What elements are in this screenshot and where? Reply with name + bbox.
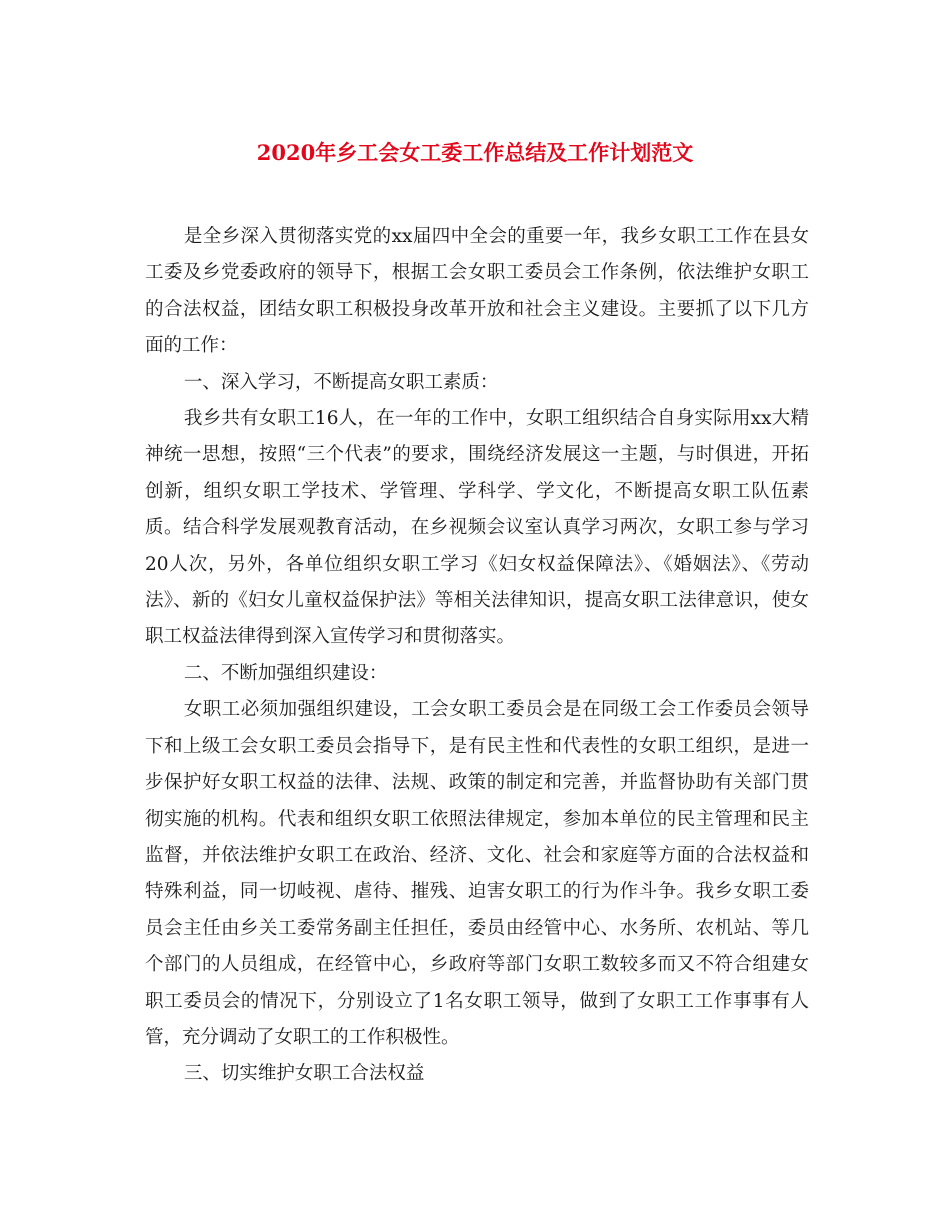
paragraph-intro: 是全乡深入贯彻落实党的xx届四中全会的重要一年，我乡女职工工作在县女工委及乡党委政府的领导下，根据工会女职工委员会工作条例，依法维护女职工的合法权益，团结女职工积极投身改革开放和社会主义建设。主要抓了以下几方面的工作：: [145, 226, 809, 357]
section-heading-1: 一、深入学习，不断提高女职工素质：: [183, 371, 499, 393]
document-title: 2020年乡工会女工委工作总结及工作计划范文: [256, 140, 694, 165]
paragraph-section-1: 我乡共有女职工16人，在一年的工作中，女职工组织结合自身实际用xx大精神统一思想，按照“三个代表”的要求，围绕经济发展这一主题，与时俱进，开拓创新，组织女职工学技术、学管理、学科学、学文化，不断提高女职工队伍素质。结合科学发展观教育活动，在乡视频会议室认真学习两次，女职工参与学习20人次，另外，各单位组织女职工学习《妇女权益保障法》、《婚姻法》、《劳动法》、新的《妇女儿童权益保护法》等相关法律知识，提高女职工法律意识，使女职工权益法律得到深入宣传学习和贯彻落实。: [145, 408, 809, 648]
section-heading-2: 二、不断加强组织建设：: [183, 662, 388, 684]
document-body: [145, 219, 809, 1093]
paragraph-section-2: 女职工必须加强组织建设，工会女职工委员会是在同级工会工作委员会领导下和上级工会女职工委员会指导下，是有民主性和代表性的女职工组织，是进一步保护好女职工权益的法律、法规、政策的制定和完善，并监督协助有关部门贯彻实施的机构。代表和组织女职工依照法律规定，参加本单位的民主管理和民主监督，并依法维护女职工在政治、经济、文化、社会和家庭等方面的合法权益和特殊利益，同一切岐视、虐待、摧残、迫害女职工的行为作斗争。我乡女职工委员会主任由乡关工委常务副主任担任，委员由经管中心、水务所、农机站、等几个部门的人员组成，在经管中心，乡政府等部门女职工数较多而又不符合组建女职工委员会的情况下，分别设立了1名女职工领导，做到了女职工工作事事有人管，充分调动了女职工的工作积极性。: [145, 699, 809, 1048]
section-heading-3: 三、切实维护女职工合法权益: [183, 1063, 425, 1085]
